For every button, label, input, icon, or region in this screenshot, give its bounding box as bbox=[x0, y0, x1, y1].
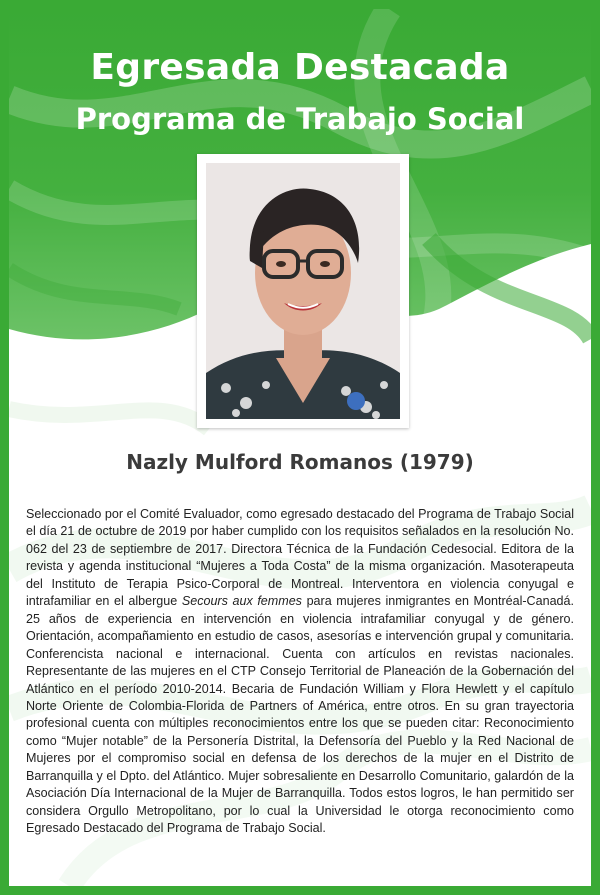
graduate-name: Nazly Mulford Romanos (1979) bbox=[126, 450, 474, 474]
page-subtitle: Programa de Trabajo Social bbox=[75, 102, 525, 136]
description-text-part2: para mujeres inmigrantes en Montréal-Canadá. 25 años de experiencia en intervención en violencia intrafamiliar conyugal y de género. Orientación, acompañamiento en estudio de casos, asesorías e intervención grupal y comunitaria. Conferencista nacional e internacional. Cuenta con artículos en revistas nacionales. Representante de las mujeres en el CTP Consejo Territorial de Planeación de la Gobernación del Atlántico en el período 2010-2014. Becaria de Fundación William y Flora Hewlett y el capítulo Norte Oriente de Colombia-Florida de Partners of América, entre otros. En su gran trayectoria profesional cuenta con múltiples reconocimientos entre los que se pueden citar: Reconocimiento como “Mujer notable” de la Personería Distrital, la Defensoría del Pueblo y la Red Nacional de Mujeres por el compromiso social en defensa de los derechos de la mujer en el Distrito de Barranquilla y el Dpto. del Atlántico. Mujer sobresaliente en Desarrollo Comunitario, galardón de la Asociación Día Internacional de la Mujer de Barranquilla. Todos estos logros, le han permitido ser considera Orgullo Metropolitano, por lo cual la Universidad le otorga reconocimiento como Egresado Destacado del Programa de Trabajo Social. bbox=[26, 594, 574, 836]
portrait-photo bbox=[206, 163, 400, 419]
description-text-part1: Seleccionado por el Comité Evaluador, como egresado destacado del Programa de Trabajo Social el día 21 de octubre de 2019 por haber cumplido con los requisitos señalados en la resolución No. 062 del 23 de septiembre de 2017. Directora Técnica de la Fundación Cedesocial. Editora de la revista y agenda institucional “Mujeres a Toda Costa” de la misma organización. Masoterapeuta del Instituto de Terapia Psico-Corporal de Montreal. Interventora en violencia conyugal e intrafamiliar en el albergue bbox=[26, 507, 574, 609]
portrait-frame bbox=[197, 154, 409, 428]
description-paragraph bbox=[26, 506, 574, 838]
page-title: Egresada Destacada bbox=[90, 47, 510, 88]
description-italic-text: Secours aux femmes bbox=[181, 594, 302, 609]
